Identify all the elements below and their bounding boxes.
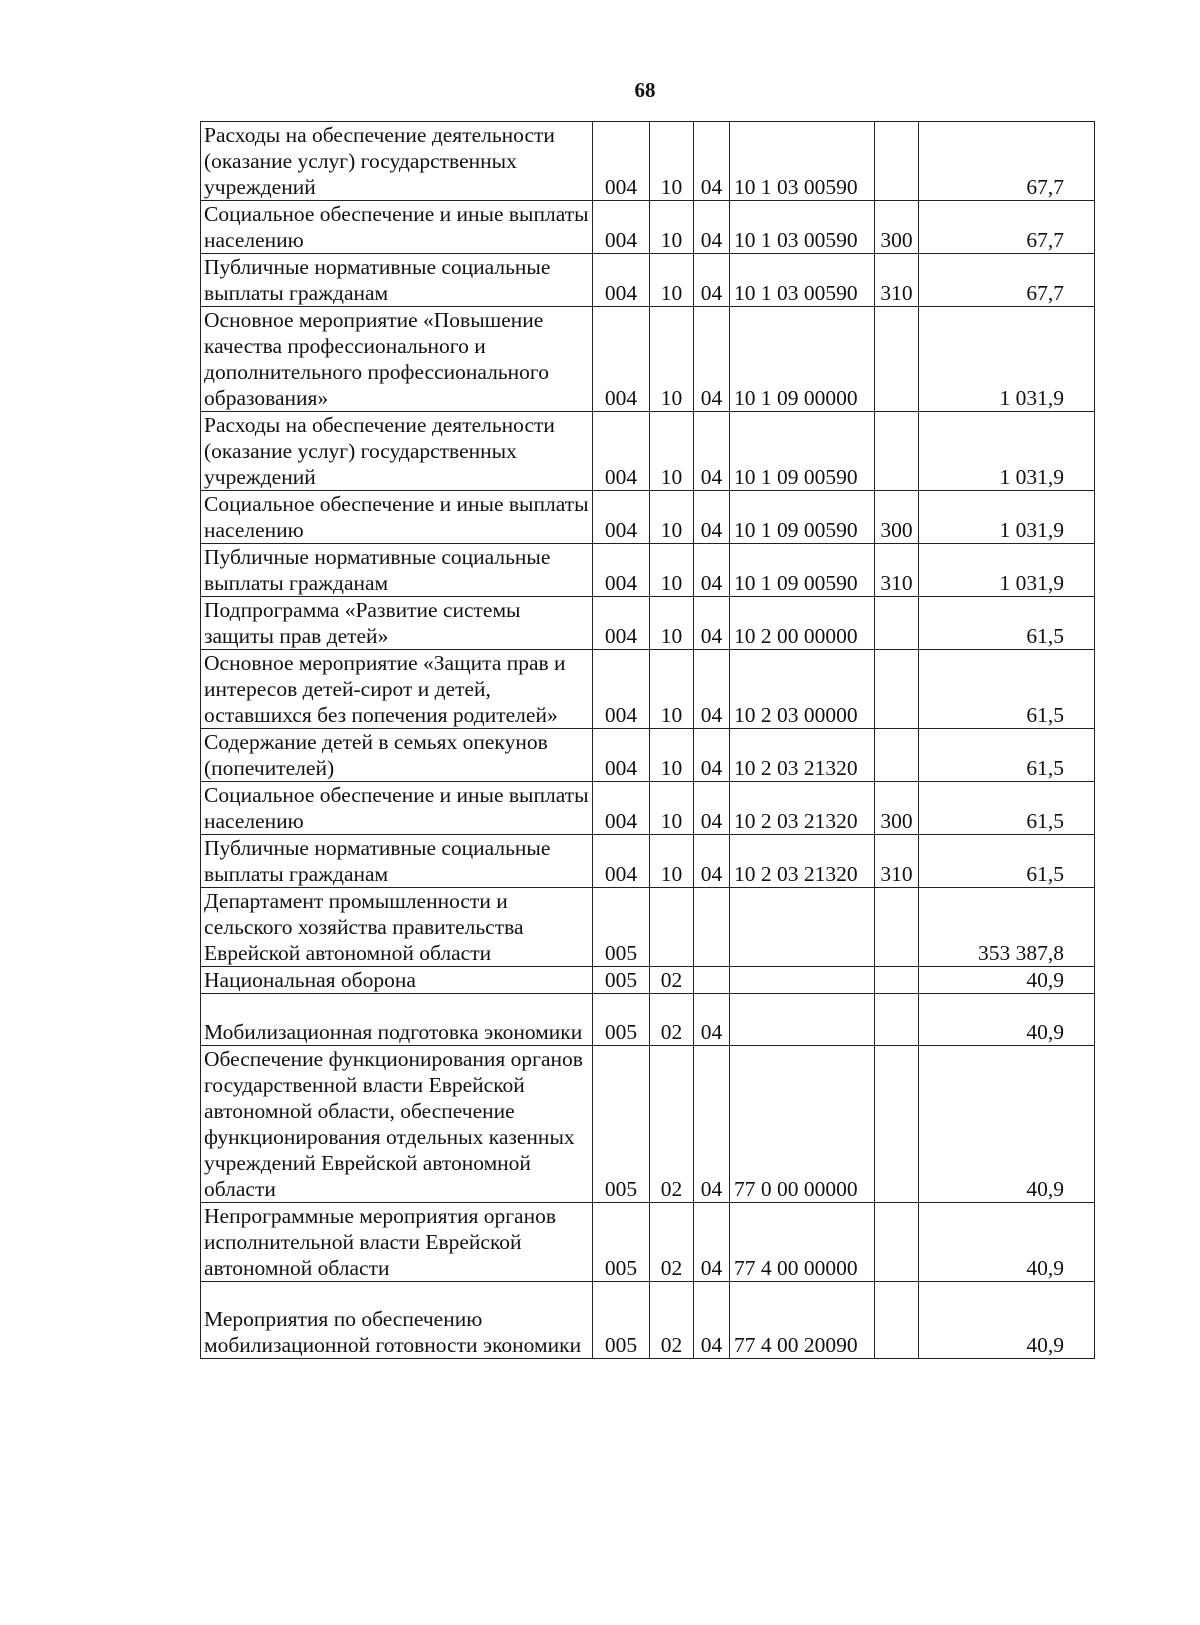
- row-subsection-code-text: 04: [700, 386, 723, 410]
- row-expense-type-text: 300: [880, 518, 913, 542]
- row-expense-type-cell: [875, 122, 919, 201]
- row-amount-text: 1 031,9: [999, 571, 1064, 595]
- row-ministry-code-cell: [593, 835, 650, 888]
- row-ministry-code-text: 005: [604, 1255, 638, 1280]
- row-section-code-text: 10: [660, 862, 683, 886]
- row-target-article-cell: [730, 201, 875, 254]
- row-amount-text: 67,7: [1026, 175, 1064, 199]
- row-subsection-code-text: 04: [700, 571, 723, 595]
- row-subsection-code-cell: [694, 254, 730, 307]
- row-subsection-code-text: 04: [700, 862, 723, 886]
- row-subsection-code-text: 04: [700, 703, 723, 727]
- table-row: [201, 412, 1095, 491]
- row-ministry-code-cell: [593, 201, 650, 254]
- budget-table-body: [201, 122, 1095, 1359]
- row-amount-cell: [919, 254, 1095, 307]
- table-row: [201, 1202, 1095, 1281]
- row-subsection-code-cell: [694, 994, 730, 1046]
- table-row: [201, 888, 1095, 967]
- row-target-article-cell: [730, 122, 875, 201]
- row-section-code-text: 02: [660, 1332, 683, 1357]
- row-target-article-cell: [730, 1045, 875, 1202]
- row-section-code-text: 10: [660, 571, 683, 595]
- row-name-text: Мероприятия по обеспечению мобилизационной готовности экономики: [204, 1306, 582, 1357]
- row-expense-type-cell: [875, 888, 919, 967]
- table-row: [201, 782, 1095, 835]
- row-amount-cell: [919, 729, 1095, 782]
- row-ministry-code-text: 005: [604, 1332, 638, 1357]
- row-name-text: Публичные нормативные социальные выплаты гражданам: [204, 836, 551, 886]
- row-subsection-code-cell: [694, 307, 730, 412]
- table-row: [201, 729, 1095, 782]
- row-ministry-code-cell: [593, 782, 650, 835]
- row-ministry-code-text: 004: [604, 518, 638, 542]
- row-section-code-cell: [650, 307, 694, 412]
- row-name-text: Социальное обеспечение и иные выплаты населению: [204, 783, 589, 833]
- row-name-text: Содержание детей в семьях опекунов (попечителей): [204, 730, 548, 780]
- row-name-text: Основное мероприятие «Защита прав и интересов детей-сирот и детей, оставшихся без попечения родителей»: [204, 651, 566, 727]
- row-ministry-code-text: 004: [604, 386, 638, 410]
- row-target-article-text: 10 2 03 21320: [734, 756, 858, 780]
- row-section-code-cell: [650, 835, 694, 888]
- row-ministry-code-cell: [593, 650, 650, 729]
- table-row: [201, 1281, 1095, 1358]
- row-amount-cell: [919, 1045, 1095, 1202]
- row-target-article-text: 10 1 03 00590: [734, 228, 858, 252]
- row-target-article-cell: [730, 650, 875, 729]
- row-name-text: Социальное обеспечение и иные выплаты населению: [204, 202, 589, 252]
- row-subsection-code-cell: [694, 491, 730, 544]
- row-name-text: Департамент промышленности и сельского хозяйства правительства Еврейской автономной области: [204, 889, 524, 965]
- row-target-article-text: 77 4 00 20090: [734, 1332, 858, 1357]
- row-amount-cell: [919, 412, 1095, 491]
- row-subsection-code-cell: [694, 412, 730, 491]
- row-subsection-code-cell: [694, 888, 730, 967]
- row-subsection-code-cell: [694, 597, 730, 650]
- row-name-cell: [201, 782, 593, 835]
- row-ministry-code-cell: [593, 122, 650, 201]
- row-target-article-cell: [730, 782, 875, 835]
- table-row: [201, 254, 1095, 307]
- row-subsection-code-text: 04: [700, 624, 723, 648]
- row-name-text: Мобилизационная подготовка экономики: [204, 1019, 583, 1044]
- row-section-code-cell: [650, 967, 694, 994]
- row-expense-type-cell: [875, 729, 919, 782]
- row-amount-cell: [919, 597, 1095, 650]
- row-target-article-cell: [730, 835, 875, 888]
- row-amount-cell: [919, 835, 1095, 888]
- row-name-text: Публичные нормативные социальные выплаты гражданам: [204, 545, 551, 595]
- row-section-code-text: 10: [660, 518, 683, 542]
- row-target-article-cell: [730, 888, 875, 967]
- row-amount-text: 40,9: [1026, 1019, 1064, 1044]
- row-ministry-code-cell: [593, 967, 650, 994]
- table-row: [201, 994, 1095, 1046]
- row-target-article-cell: [730, 307, 875, 412]
- row-amount-cell: [919, 307, 1095, 412]
- row-subsection-code-text: 04: [700, 175, 723, 199]
- row-subsection-code-cell: [694, 1045, 730, 1202]
- row-section-code-cell: [650, 994, 694, 1046]
- row-expense-type-text: 300: [880, 228, 913, 252]
- table-row: [201, 967, 1095, 994]
- row-subsection-code-text: 04: [700, 465, 723, 489]
- row-expense-type-cell: [875, 650, 919, 729]
- table-row: [201, 201, 1095, 254]
- row-subsection-code-text: 04: [700, 281, 723, 305]
- row-expense-type-text: 310: [880, 281, 913, 305]
- row-section-code-cell: [650, 122, 694, 201]
- row-subsection-code-text: 04: [700, 756, 723, 780]
- row-target-article-text: 10 1 09 00590: [734, 571, 858, 595]
- row-target-article-text: 10 2 03 21320: [734, 862, 858, 886]
- row-expense-type-cell: [875, 782, 919, 835]
- row-section-code-cell: [650, 201, 694, 254]
- row-ministry-code-text: 004: [604, 862, 638, 886]
- row-target-article-text: 10 2 00 00000: [734, 624, 858, 648]
- row-section-code-cell: [650, 254, 694, 307]
- row-expense-type-cell: [875, 491, 919, 544]
- row-target-article-cell: [730, 994, 875, 1046]
- row-section-code-cell: [650, 1045, 694, 1202]
- row-subsection-code-cell: [694, 1281, 730, 1358]
- row-section-code-text: 02: [660, 1255, 683, 1280]
- row-expense-type-cell: [875, 307, 919, 412]
- row-name-cell: [201, 994, 593, 1046]
- row-section-code-cell: [650, 544, 694, 597]
- row-amount-cell: [919, 1202, 1095, 1281]
- row-amount-cell: [919, 201, 1095, 254]
- row-expense-type-cell: [875, 1281, 919, 1358]
- row-name-text: Расходы на обеспечение деятельности (оказание услуг) государственных учреждений: [204, 123, 555, 199]
- row-ministry-code-text: 004: [604, 624, 638, 648]
- table-row: [201, 835, 1095, 888]
- row-section-code-text: 10: [660, 465, 683, 489]
- table-row: [201, 597, 1095, 650]
- row-section-code-text: 10: [660, 756, 683, 780]
- row-section-code-cell: [650, 491, 694, 544]
- row-section-code-cell: [650, 412, 694, 491]
- row-section-code-text: 02: [660, 968, 683, 992]
- row-name-cell: [201, 967, 593, 994]
- table-row: [201, 650, 1095, 729]
- row-target-article-text: 10 2 03 00000: [734, 703, 858, 727]
- row-name-cell: [201, 729, 593, 782]
- row-amount-text: 40,9: [1026, 968, 1064, 992]
- row-amount-cell: [919, 491, 1095, 544]
- row-section-code-text: 10: [660, 228, 683, 252]
- row-section-code-text: 02: [660, 1019, 683, 1044]
- row-name-cell: [201, 307, 593, 412]
- row-name-cell: [201, 122, 593, 201]
- table-row: [201, 544, 1095, 597]
- row-name-cell: [201, 254, 593, 307]
- budget-table: [200, 121, 1095, 1359]
- row-name-text: Расходы на обеспечение деятельности (оказание услуг) государственных учреждений: [204, 413, 555, 489]
- row-target-article-cell: [730, 1281, 875, 1358]
- row-subsection-code-text: 04: [700, 1176, 723, 1201]
- row-expense-type-cell: [875, 254, 919, 307]
- row-target-article-text: 10 1 03 00590: [734, 175, 858, 199]
- row-ministry-code-text: 004: [604, 175, 638, 199]
- row-ministry-code-cell: [593, 1045, 650, 1202]
- row-amount-cell: [919, 122, 1095, 201]
- row-target-article-cell: [730, 412, 875, 491]
- row-section-code-cell: [650, 888, 694, 967]
- row-amount-text: 67,7: [1026, 281, 1064, 305]
- row-expense-type-cell: [875, 597, 919, 650]
- row-subsection-code-text: 04: [700, 228, 723, 252]
- row-expense-type-cell: [875, 835, 919, 888]
- row-target-article-cell: [730, 1202, 875, 1281]
- row-name-text: Основное мероприятие «Повышение качества профессионального и дополнительного профессионального образования»: [204, 308, 549, 410]
- row-ministry-code-cell: [593, 254, 650, 307]
- row-subsection-code-cell: [694, 782, 730, 835]
- row-ministry-code-cell: [593, 994, 650, 1046]
- row-subsection-code-cell: [694, 835, 730, 888]
- row-ministry-code-text: 004: [604, 228, 638, 252]
- row-name-cell: [201, 835, 593, 888]
- row-expense-type-cell: [875, 544, 919, 597]
- row-target-article-cell: [730, 544, 875, 597]
- row-section-code-text: 02: [660, 1176, 683, 1201]
- row-name-cell: [201, 544, 593, 597]
- row-name-cell: [201, 888, 593, 967]
- row-expense-type-cell: [875, 1202, 919, 1281]
- row-subsection-code-cell: [694, 544, 730, 597]
- row-name-text: Подпрограмма «Развитие системы защиты прав детей»: [204, 598, 521, 648]
- row-amount-text: 40,9: [1026, 1176, 1064, 1201]
- row-expense-type-cell: [875, 994, 919, 1046]
- row-amount-text: 61,5: [1026, 809, 1064, 833]
- row-target-article-cell: [730, 597, 875, 650]
- row-ministry-code-cell: [593, 729, 650, 782]
- row-name-text: Социальное обеспечение и иные выплаты населению: [204, 492, 589, 542]
- row-subsection-code-text: 04: [700, 1019, 723, 1044]
- row-ministry-code-text: 004: [604, 809, 638, 833]
- row-subsection-code-text: 04: [700, 1332, 723, 1357]
- row-ministry-code-text: 005: [604, 1019, 638, 1044]
- row-ministry-code-cell: [593, 1281, 650, 1358]
- row-name-text: Непрограммные мероприятия органов исполнительной власти Еврейской автономной области: [204, 1203, 556, 1280]
- row-ministry-code-text: 004: [604, 465, 638, 489]
- row-ministry-code-cell: [593, 1202, 650, 1281]
- row-ministry-code-cell: [593, 491, 650, 544]
- row-expense-type-cell: [875, 967, 919, 994]
- row-expense-type-cell: [875, 1045, 919, 1202]
- row-subsection-code-cell: [694, 201, 730, 254]
- row-target-article-text: 10 1 03 00590: [734, 281, 858, 305]
- row-amount-cell: [919, 782, 1095, 835]
- row-section-code-cell: [650, 650, 694, 729]
- row-amount-text: 353 387,8: [978, 941, 1064, 965]
- row-name-text: Национальная оборона: [204, 968, 416, 992]
- row-target-article-text: 10 1 09 00000: [734, 386, 858, 410]
- row-name-cell: [201, 597, 593, 650]
- row-expense-type-cell: [875, 201, 919, 254]
- row-target-article-cell: [730, 729, 875, 782]
- row-ministry-code-cell: [593, 597, 650, 650]
- row-name-cell: [201, 1281, 593, 1358]
- row-ministry-code-text: 004: [604, 281, 638, 305]
- row-subsection-code-cell: [694, 1202, 730, 1281]
- table-row: [201, 491, 1095, 544]
- row-name-cell: [201, 1045, 593, 1202]
- row-ministry-code-text: 004: [604, 703, 638, 727]
- row-amount-cell: [919, 994, 1095, 1046]
- row-subsection-code-cell: [694, 122, 730, 201]
- row-target-article-text: 10 1 09 00590: [734, 465, 858, 489]
- row-section-code-cell: [650, 597, 694, 650]
- row-amount-text: 67,7: [1026, 228, 1064, 252]
- row-target-article-text: 77 4 00 00000: [734, 1255, 858, 1280]
- row-amount-text: 61,5: [1026, 624, 1064, 648]
- row-name-cell: [201, 650, 593, 729]
- row-section-code-text: 10: [660, 624, 683, 648]
- row-expense-type-cell: [875, 412, 919, 491]
- row-amount-text: 1 031,9: [999, 465, 1064, 489]
- row-subsection-code-cell: [694, 967, 730, 994]
- row-target-article-cell: [730, 491, 875, 544]
- row-target-article-cell: [730, 254, 875, 307]
- row-amount-cell: [919, 888, 1095, 967]
- row-amount-text: 61,5: [1026, 756, 1064, 780]
- row-ministry-code-text: 004: [604, 756, 638, 780]
- row-name-text: Публичные нормативные социальные выплаты гражданам: [204, 255, 551, 305]
- row-expense-type-text: 310: [880, 571, 913, 595]
- row-section-code-text: 10: [660, 809, 683, 833]
- row-amount-text: 61,5: [1026, 862, 1064, 886]
- row-section-code-text: 10: [660, 281, 683, 305]
- table-row: [201, 1045, 1095, 1202]
- row-section-code-cell: [650, 729, 694, 782]
- row-section-code-cell: [650, 1281, 694, 1358]
- row-amount-text: 40,9: [1026, 1255, 1064, 1280]
- row-section-code-text: 10: [660, 175, 683, 199]
- row-amount-text: 40,9: [1026, 1332, 1064, 1357]
- row-amount-text: 1 031,9: [999, 386, 1064, 410]
- row-name-text: Обеспечение функционирования органов государственной власти Еврейской автономной области, обеспечение функционирования отдельных казенных учреждений Еврейской автономной области: [204, 1046, 583, 1201]
- row-amount-cell: [919, 967, 1095, 994]
- row-amount-cell: [919, 1281, 1095, 1358]
- row-ministry-code-cell: [593, 412, 650, 491]
- row-expense-type-text: 310: [880, 862, 913, 886]
- row-name-cell: [201, 201, 593, 254]
- row-expense-type-text: 300: [880, 809, 913, 833]
- row-target-article-cell: [730, 967, 875, 994]
- row-subsection-code-cell: [694, 729, 730, 782]
- row-target-article-text: 77 0 00 00000: [734, 1176, 858, 1201]
- row-name-cell: [201, 491, 593, 544]
- row-ministry-code-text: 004: [604, 571, 638, 595]
- row-ministry-code-text: 005: [604, 968, 638, 992]
- page-number: 68: [634, 78, 656, 102]
- row-target-article-text: 10 1 09 00590: [734, 518, 858, 542]
- table-row: [201, 122, 1095, 201]
- row-amount-cell: [919, 544, 1095, 597]
- row-ministry-code-cell: [593, 888, 650, 967]
- row-ministry-code-cell: [593, 307, 650, 412]
- row-amount-text: 61,5: [1026, 703, 1064, 727]
- row-name-cell: [201, 412, 593, 491]
- row-subsection-code-text: 04: [700, 518, 723, 542]
- row-subsection-code-text: 04: [700, 809, 723, 833]
- row-amount-text: 1 031,9: [999, 518, 1064, 542]
- row-ministry-code-cell: [593, 544, 650, 597]
- row-name-cell: [201, 1202, 593, 1281]
- table-row: [201, 307, 1095, 412]
- row-subsection-code-text: 04: [700, 1255, 723, 1280]
- row-section-code-text: 10: [660, 386, 683, 410]
- row-amount-cell: [919, 650, 1095, 729]
- row-ministry-code-text: 005: [604, 941, 638, 965]
- row-section-code-text: 10: [660, 703, 683, 727]
- row-section-code-cell: [650, 1202, 694, 1281]
- row-target-article-text: 10 2 03 21320: [734, 809, 858, 833]
- row-ministry-code-text: 005: [604, 1176, 638, 1201]
- row-subsection-code-cell: [694, 650, 730, 729]
- row-section-code-cell: [650, 782, 694, 835]
